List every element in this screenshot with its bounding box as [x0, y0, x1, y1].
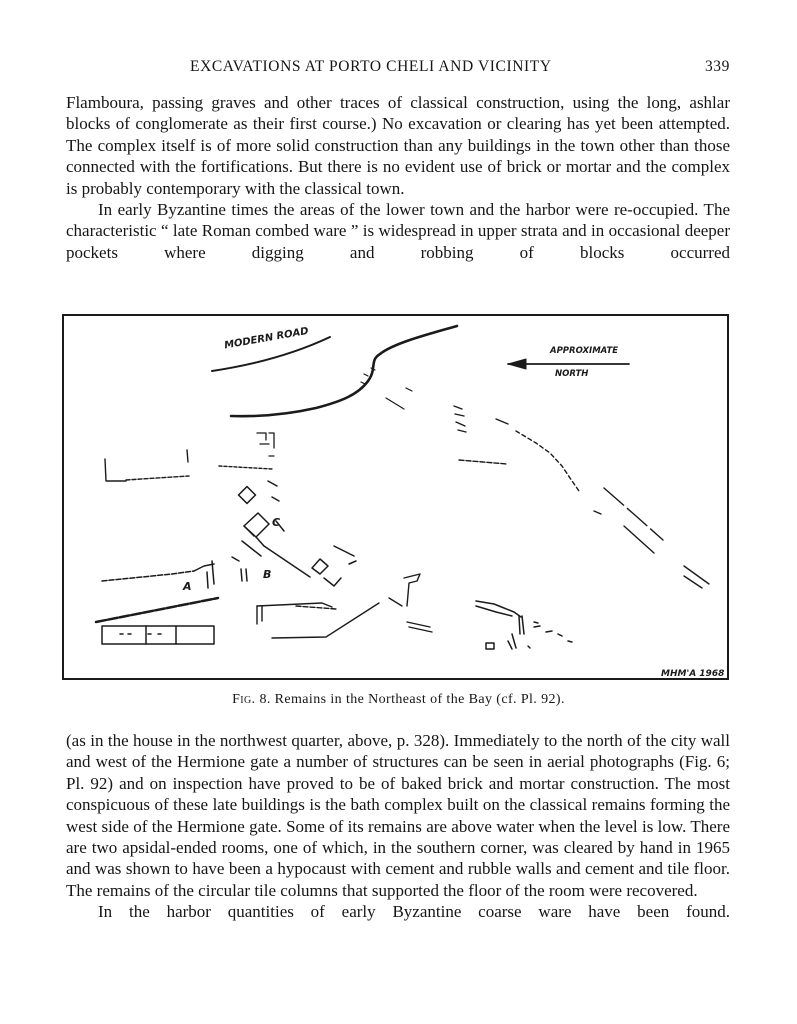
- page-number: 339: [704, 58, 730, 75]
- label-a: A: [183, 580, 192, 593]
- shoreline-details: [361, 368, 412, 409]
- label-c: C: [272, 516, 281, 529]
- north-label: NORTH: [555, 369, 589, 379]
- structure-east: [476, 601, 572, 649]
- draftsman-signature: MHM'A 1968: [661, 669, 725, 678]
- paragraph-bath-complex: (as in the house in the northwest quarter, above, p. 328). Immediately to the north of the city wall and west of the Hermione gate a number of structures can be seen in aerial photographs (Fig. 6; Pl. 92) and on inspection have proved to be of baked brick and mortar construction. The most conspicuous of these late buildings is the bath complex built on the classical remains forming the west side of the Hermione gate. Some of its remains are above water when the level is low. There are two apsidal-ended rooms, one of which, in the southern corner, was cleared by hand in 1965 and was shown to have been a hypocaust with cement and rubble walls and cement and tile floor. The remains of the circular tile columns that supported the floor of the room were recovered.: [66, 731, 730, 900]
- running-head: [66, 58, 730, 80]
- running-title: EXCAVATIONS AT PORTO CHELI AND VICINITY: [190, 58, 552, 75]
- text-block-bottom: [66, 730, 730, 923]
- label-b: B: [263, 568, 272, 581]
- wall-north-left: [105, 450, 272, 481]
- caption-prefix: Fig. 8.: [232, 692, 271, 707]
- structure-central: [257, 574, 432, 638]
- structure-a: [96, 561, 218, 644]
- text-block-top: [66, 92, 730, 263]
- structure-c: [239, 481, 310, 577]
- caption-text: Remains in the Northeast of the Bay (cf. Pl. 92).: [274, 692, 565, 707]
- paragraph-flamboura: Flamboura, passing graves and other traces of classical construction, using the long, ashlar blocks of conglomerate as their first course.) No excavation or clearing has yet been attempted. The complex itself is of more solid construction than any buildings in the town other than those connected with the fortifications. But there is no evident use of brick or mortar and the complex is probably contemporary with the classical town.: [66, 93, 730, 198]
- modern-road-label: MODERN ROAD: [223, 325, 310, 352]
- paragraph-harbor: In the harbor quantities of early Byzantine coarse ware have been found.: [98, 902, 730, 922]
- structure-near-shore: [257, 433, 274, 456]
- paragraph-early-byzantine: In early Byzantine times the areas of the lower town and the harbor were re-occupied. The characteristic “ late Roman combed ware ” is widespread in upper strata and in occasional deeper pockets where digging and robbing of blocks occurred: [66, 200, 730, 262]
- wall-northeast: [454, 406, 709, 588]
- approximate-label: APPROXIMATE: [550, 346, 619, 356]
- site-plan-drawing: [64, 316, 727, 678]
- figure-caption: [0, 692, 797, 708]
- north-arrow-icon: [508, 359, 629, 369]
- figure-map: [62, 314, 729, 680]
